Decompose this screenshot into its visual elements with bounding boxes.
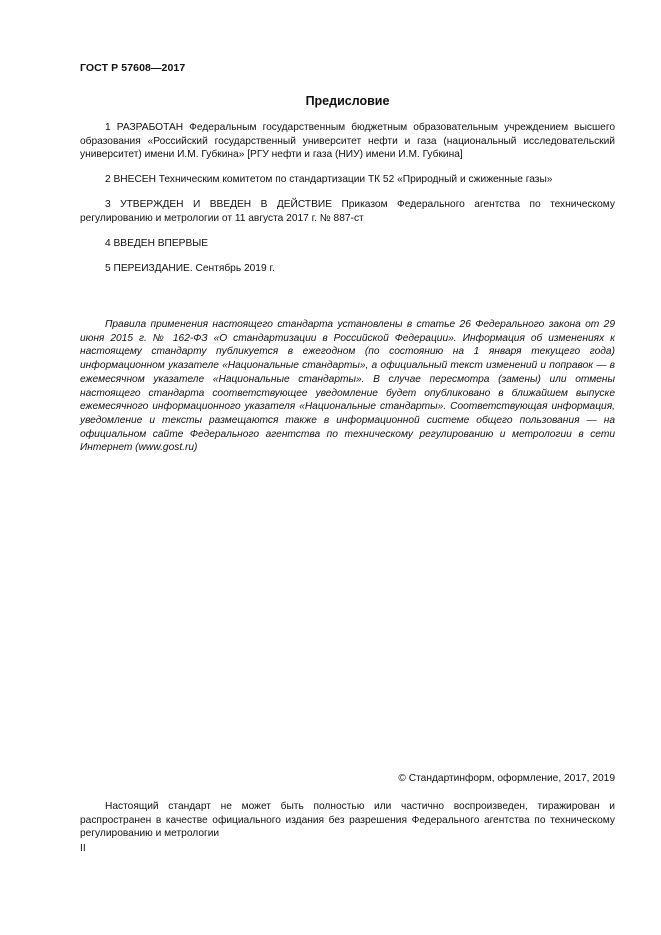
application-rules-notice: Правила применения настоящего стандарта установлены в статье 26 Федерального закона от 29 июня 2015 г. № 162-ФЗ «О стандартизации в Российской Федерации». Информация об изменениях к настоящему стандарту публикуется в ежегодном (по состоянию на 1 января текущего года) информационном указателе «Национальные стандарты», а официальный текст изменений и поправок — в ежемесячном указателе «Национальные стандарты». В случае пересмотра (замены) или отмены настоящего стандарта соответствующее уведомление будет опубликовано в ближайшем выпуске ежемесячного информационного указателя «Национальные стандарты». Соответствующая информация, уведомление и тексты размещаются также в информационной системе общего пользования — на официальном сайте Федерального агентства по техническому регулированию и метрологии в сети Интернет (www.gost.ru) (80, 319, 615, 454)
foreword-title: Предисловие (305, 94, 390, 108)
foreword-paragraph-developed: 1 РАЗРАБОТАН Федеральным государственным бюджетным образовательным учреждением высшего образования «Российский государственный университет нефти и газа (национальный исследовательский университет) имени И.М. Губкина» [РГУ нефти и газа (НИУ) имени И.М. Губкина] (80, 122, 615, 161)
reproduction-notice: Настоящий стандарт не может быть полностью или частично воспроизведен, тиражирован и распространен в качестве официального издания без разрешения Федерального агентства по техническому регулированию и метрологии (80, 801, 615, 840)
foreword-paragraph-first-introduced: 4 ВВЕДЕН ВПЕРВЫЕ (105, 238, 209, 249)
foreword-paragraph-approved: 3 УТВЕРЖДЕН И ВВЕДЕН В ДЕЙСТВИЕ Приказом Федерального агентства по техническому регулированию и метрологии от 11 августа 2017 г. № 887-ст (80, 199, 615, 224)
standard-code: ГОСТ Р 57608—2017 (80, 62, 186, 74)
foreword-paragraph-reissue: 5 ПЕРЕИЗДАНИЕ. Сентябрь 2019 г. (105, 263, 275, 274)
foreword-paragraph-introduced: 2 ВНЕСЕН Техническим комитетом по стандартизации ТК 52 «Природный и сжиженные газы» (105, 174, 553, 185)
page-number: II (80, 843, 86, 854)
copyright-line: © Стандартинформ, оформление, 2017, 2019 (398, 773, 615, 784)
